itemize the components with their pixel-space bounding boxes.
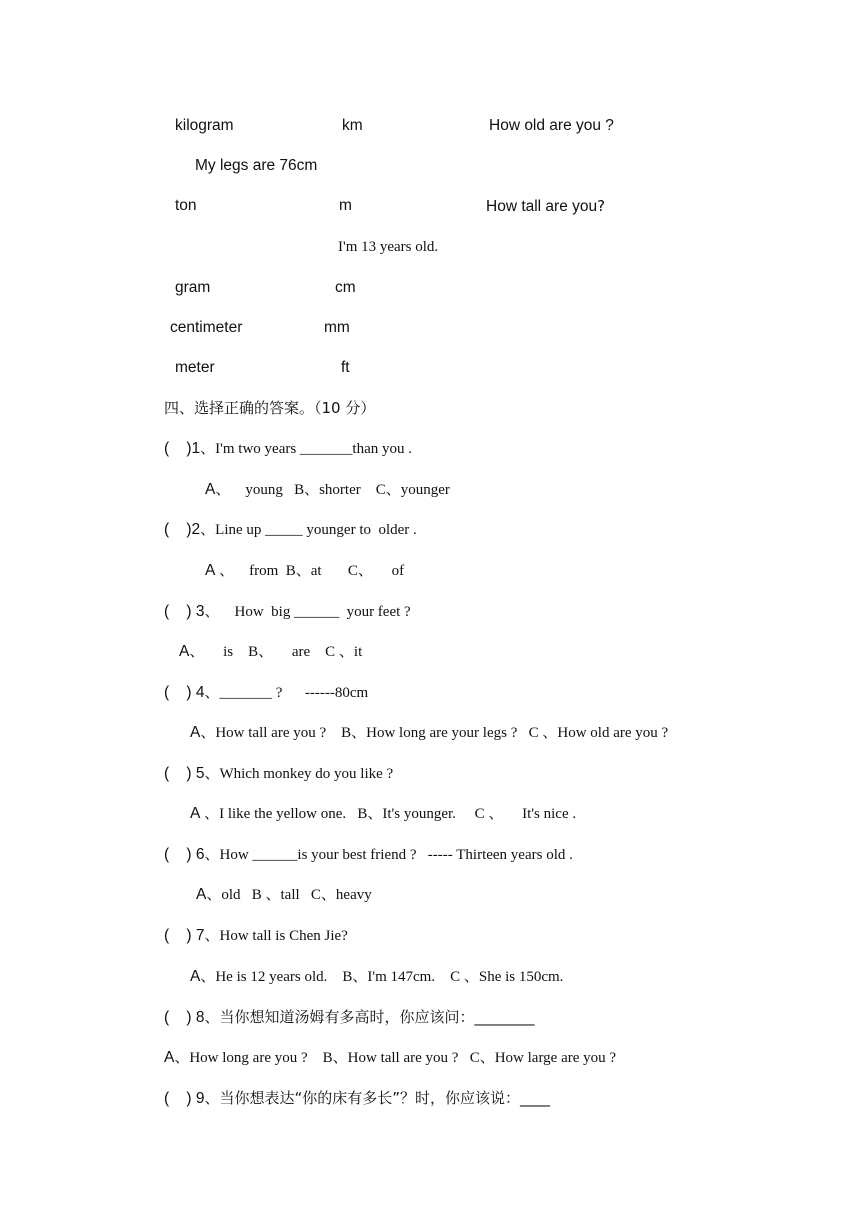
option-a-letter: A — [164, 1049, 175, 1066]
question-8-options — [164, 1048, 616, 1068]
options-text: 、 young B、shorter C、younger — [215, 482, 450, 498]
question-1 — [164, 439, 412, 459]
question-number: ( )1 — [164, 440, 201, 457]
question-number: ( ) 8 — [164, 1009, 205, 1026]
question-4 — [164, 683, 368, 703]
question-6 — [164, 845, 573, 865]
option-a-letter: A — [205, 562, 216, 579]
question-2 — [164, 520, 417, 540]
abbr-km: km — [342, 117, 363, 134]
unit-gram: gram — [175, 279, 211, 296]
options-text: 、 from B、at C、 of — [215, 563, 405, 579]
question-how-tall — [486, 196, 605, 217]
question-text: 、I'm two years _______than you . — [200, 441, 413, 457]
question-number: ( ) 6 — [164, 846, 205, 863]
abbr-mm: mm — [324, 319, 350, 336]
options-text: 、old B 、tall C、heavy — [206, 887, 372, 903]
question-number: ( ) 4 — [164, 684, 205, 701]
question-text: 、Which monkey do you like ? — [204, 766, 394, 782]
option-a-letter: A — [179, 643, 190, 660]
question-text: 、当你想表达“你的床有多长”？时，你应该说：____ — [204, 1089, 551, 1107]
question-text: 、_______ ? ------80cm — [204, 685, 369, 701]
question-how-old: How old are you ? — [489, 117, 614, 134]
unit-meter: meter — [175, 359, 215, 376]
question-5-options — [190, 804, 576, 824]
question-5 — [164, 764, 393, 784]
unit-kilogram: kilogram — [175, 117, 234, 134]
options-text: 、I like the yellow one. B、It's younger. C 、 It's nice . — [200, 806, 577, 822]
question-text: 、How tall is Chen Jie? — [204, 928, 348, 944]
question-7 — [164, 926, 348, 946]
option-a-letter: A — [205, 481, 216, 498]
option-a-letter: A — [190, 805, 201, 822]
abbr-cm: cm — [335, 279, 356, 296]
question-text: 、 How big ______ your feet ? — [204, 604, 411, 620]
question-3-options — [179, 642, 362, 662]
unit-centimeter: centimeter — [170, 319, 243, 336]
options-text: 、 is B、 are C 、it — [189, 644, 363, 660]
question-4-options — [190, 723, 668, 743]
option-a-letter: A — [196, 886, 207, 903]
question-number: ( ) 3 — [164, 603, 205, 620]
question-3 — [164, 602, 411, 622]
question-1-options — [205, 480, 450, 500]
question-text: 、Line up _____ younger to older . — [200, 522, 417, 538]
question-text: 、How ______is your best friend ? ----- Thirteen years old . — [204, 847, 573, 863]
unit-ton: ton — [175, 197, 197, 214]
question-8 — [164, 1007, 535, 1028]
question-how-tall-mark: ? — [597, 197, 606, 215]
abbr-m: m — [339, 197, 352, 214]
options-text: 、He is 12 years old. B、I'm 147cm. C 、She is 150cm. — [200, 969, 564, 985]
question-number: ( )2 — [164, 521, 201, 538]
section-heading: 四、选择正确的答案。（10 分） — [164, 399, 376, 417]
option-a-letter: A — [190, 724, 201, 741]
question-2-options — [205, 561, 404, 581]
question-6-options — [196, 885, 372, 905]
abbr-ft: ft — [341, 359, 350, 376]
option-a-letter: A — [190, 968, 201, 985]
question-number: ( ) 5 — [164, 765, 205, 782]
question-9 — [164, 1088, 550, 1109]
answer-13-years-old: I'm 13 years old. — [338, 239, 439, 255]
options-text: 、How tall are you ? B、How long are your legs ? C 、How old are you ? — [200, 725, 669, 741]
question-7-options — [190, 967, 563, 987]
question-text: 、当你想知道汤姆有多高时，你应该问：________ — [204, 1008, 535, 1026]
answer-legs-76cm: My legs are 76cm — [195, 157, 318, 174]
options-text: 、How long are you ? B、How tall are you ? C、How large are you ? — [174, 1050, 617, 1066]
question-number: ( ) 9 — [164, 1090, 205, 1107]
question-number: ( ) 7 — [164, 927, 205, 944]
question-how-tall-text: How tall are you — [486, 198, 598, 215]
